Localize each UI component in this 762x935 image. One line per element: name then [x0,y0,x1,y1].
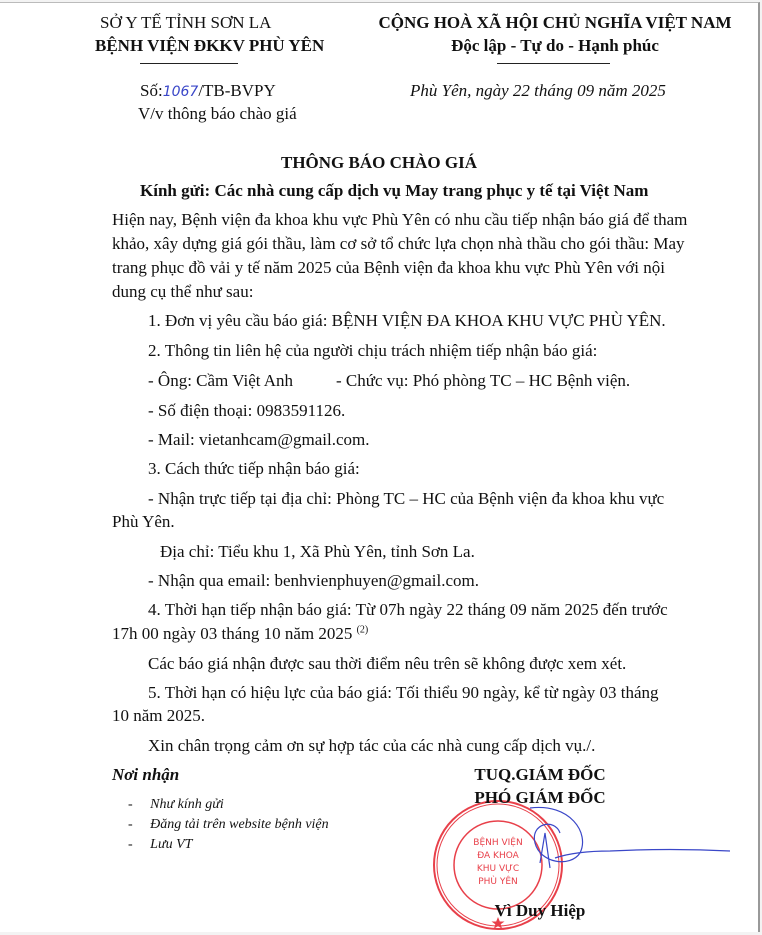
recipient-text: Như kính gửi [150,797,224,812]
document-page [0,2,760,932]
item-4: 4. Thời hạn tiếp nhận báo giá: Từ 07h ngày 22 tháng 09 năm 2025 đến trước [148,600,668,619]
stamp-text: ĐA KHOA [477,851,519,861]
contact-name: - Ông: Cầm Việt Anh [148,371,294,390]
item-3: 3. Cách thức tiếp nhận báo giá: [148,459,360,478]
intro-line: trang phục đồ vải y tế năm 2025 của Bệnh viện đa khoa khu vực Phù Yên với nội [112,258,665,277]
contact-role: - Chức vụ: Phó phòng TC – HC Bệnh viện. [336,371,631,390]
motto: Độc lập - Tự do - Hạnh phúc [451,36,659,55]
signature-title-1: TUQ.GIÁM ĐỐC [474,765,606,784]
number-prefix: Số: [140,81,163,100]
thanks: Xin chân trọng cảm ơn sự hợp tác của các nhà cung cấp dịch vụ./. [148,736,596,755]
handwritten-number: 1067 [162,84,199,100]
document-title: THÔNG BÁO CHÀO GIÁ [281,153,477,172]
recipient-item: - Đăng tải trên website bệnh viện [128,817,329,832]
item-1: 1. Đơn vị yêu cầu báo giá: BỆNH VIỆN ĐA KHOA KHU VỰC PHÙ YÊN. [148,311,666,330]
item-4-cont [112,624,368,644]
recipients-heading: Nơi nhận [112,765,180,784]
handwritten-signature [500,803,740,883]
signature-title-2: PHÓ GIÁM ĐỐC [474,788,606,807]
contact-phone: - Số điện thoại: 0983591126. [148,401,346,420]
document-number [140,81,276,102]
contact-mail: - Mail: vietanhcam@gmail.com. [148,430,370,449]
item-5: 5. Thời hạn có hiệu lực của báo giá: Tối thiểu 90 ngày, kể từ ngày 03 tháng [148,683,659,702]
divider [140,63,238,64]
intro-line: Hiện nay, Bệnh viện đa khoa khu vực Phù Yên có nhu cầu tiếp nhận báo giá để tham [112,210,688,229]
intro-line: dung cụ thể như sau: [112,282,254,301]
recipient-text: Đăng tải trên website bệnh viện [150,817,329,832]
address: Địa chỉ: Tiểu khu 1, Xã Phù Yên, tỉnh Sơn La. [160,542,475,561]
recipient-item: - Lưu VT [128,837,193,852]
direct-delivery-cont: Phù Yên. [112,512,175,531]
hospital-name: BỆNH VIỆN ĐKKV PHÙ YÊN [95,36,325,55]
footnote-ref: (2) [356,624,369,636]
number-suffix: /TB-BVPY [198,81,276,100]
signer-name: Vì Duy Hiệp [494,901,586,920]
direct-delivery: - Nhận trực tiếp tại địa chỉ: Phòng TC – HC của Bệnh viện đa khoa khu vực [148,489,665,508]
divider [497,63,610,64]
recipient-text: Lưu VT [150,837,193,852]
item-5-cont: 10 năm 2025. [112,706,206,725]
stamp-text: PHÙ YÊN [478,877,518,887]
country-name: CỘNG HOÀ XÃ HỘI CHỦ NGHĨA VIỆT NAM [378,13,732,32]
email-delivery: - Nhận qua email: benhvienphuyen@gmail.com. [148,571,480,590]
subject: V/v thông báo chào giá [138,104,297,123]
stamp-text: KHU VỰC [476,864,520,874]
item-2: 2. Thông tin liên hệ của người chịu trách nhiệm tiếp nhận báo giá: [148,341,598,360]
stamp-text: BỆNH VIỆN [473,838,523,848]
recipient-item: - Như kính gửi [128,797,224,812]
place-date: Phù Yên, ngày 22 tháng 09 năm 2025 [410,81,666,100]
recipient-line: Kính gửi: Các nhà cung cấp dịch vụ May trang phục y tế tại Việt Nam [140,181,649,200]
agency-name: SỞ Y TẾ TỈNH SƠN LA [100,13,272,32]
intro-line: khảo, xây dựng giá gói thầu, làm cơ sở tổ chức lựa chọn nhà thầu cho gói thầu: May [112,234,685,253]
deadline: 17h 00 ngày 03 tháng 10 năm 2025 [112,624,353,643]
late-notice: Các báo giá nhận được sau thời điểm nêu trên sẽ không được xem xét. [148,654,627,673]
